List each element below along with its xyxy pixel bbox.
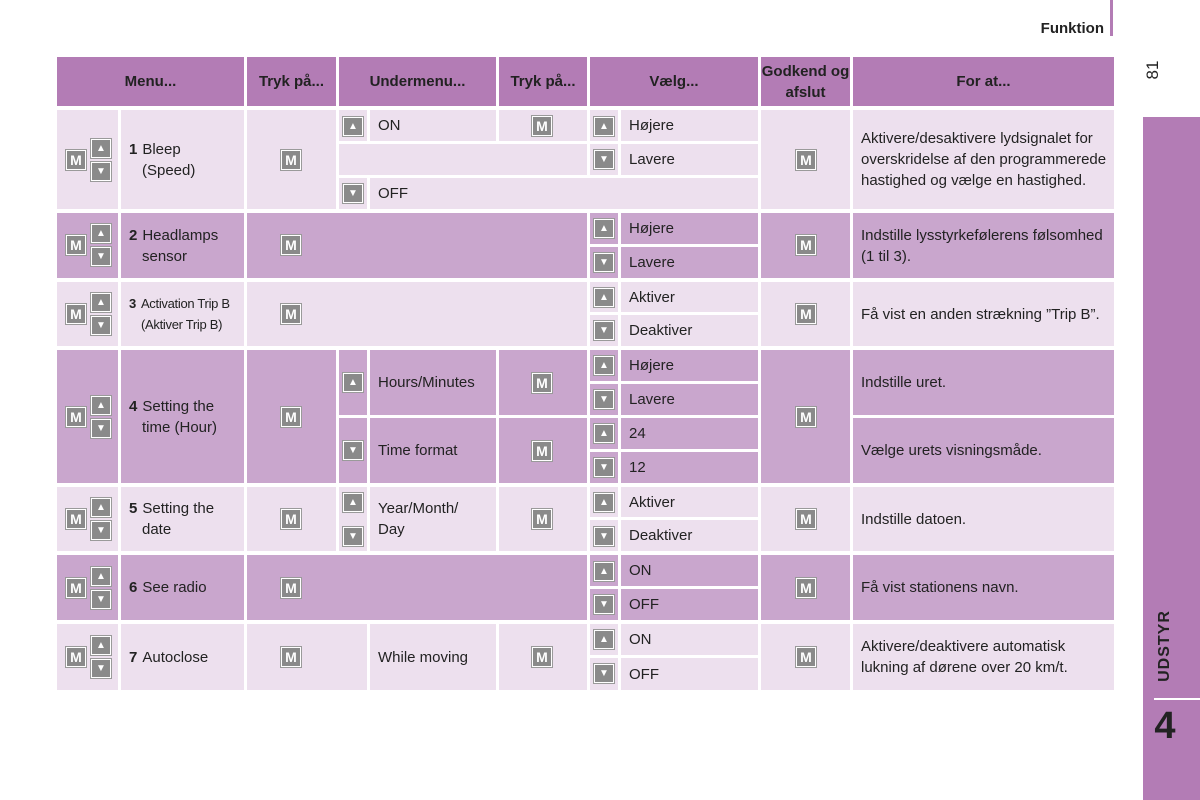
down-arrow-icon: ▼: [594, 664, 614, 683]
header-press-1: Tryk på...: [247, 57, 336, 106]
up-arrow-icon: ▲: [594, 493, 614, 512]
m-button-icon: M: [66, 407, 86, 427]
m-button-icon: M: [796, 578, 816, 598]
row4-choice-1: Højere: [621, 350, 758, 381]
section-title-bar: [1110, 0, 1113, 36]
m-button-icon: M: [796, 304, 816, 324]
m-button-icon: M: [532, 373, 552, 393]
row6-purpose: Få vist stationens navn.: [853, 555, 1114, 620]
row3-choice-1: Aktiver: [621, 282, 758, 312]
row5-choice-1: Aktiver: [621, 487, 758, 517]
m-button-icon: M: [532, 441, 552, 461]
m-button-icon: M: [796, 509, 816, 529]
up-arrow-icon: ▲: [91, 636, 111, 655]
row1-sub-1: ON: [370, 110, 496, 141]
row3-purpose: Få vist en anden strækning ”Trip B”.: [853, 282, 1114, 346]
row7-press: [247, 624, 367, 690]
row2-choice-2: Lavere: [621, 247, 758, 278]
up-arrow-icon: ▲: [594, 288, 614, 307]
up-arrow-icon: ▲: [343, 117, 363, 136]
down-arrow-icon: ▼: [594, 595, 614, 614]
m-button-icon: M: [281, 235, 301, 255]
m-button-icon: M: [66, 235, 86, 255]
down-arrow-icon: ▼: [91, 419, 111, 438]
row1-choice-2: Lavere: [621, 144, 758, 175]
section-title: Funktion: [1040, 20, 1104, 37]
up-arrow-icon: ▲: [594, 117, 614, 136]
down-arrow-icon: ▼: [91, 659, 111, 678]
down-arrow-icon: ▼: [594, 527, 614, 546]
down-arrow-icon: ▼: [91, 316, 111, 335]
down-arrow-icon: ▼: [594, 150, 614, 169]
row7-label: 7 Autoclose: [121, 624, 244, 690]
header-press-2: Tryk på...: [499, 57, 587, 106]
row4-sub-1: Hours/Minutes: [370, 350, 496, 415]
row1-sub-2: [339, 144, 587, 175]
row4-label: 4 Setting the time (Hour): [121, 350, 244, 483]
m-button-icon: M: [66, 647, 86, 667]
row5-sub-1: Year/Month/ Day: [370, 487, 496, 551]
page-number: 81: [1143, 60, 1162, 80]
m-button-icon: M: [532, 116, 552, 136]
row7-sub-1: While moving: [370, 624, 496, 690]
m-button-icon: M: [281, 150, 301, 170]
row4-sub-2: Time format: [370, 418, 496, 483]
m-button-icon: M: [66, 509, 86, 529]
up-arrow-icon: ▲: [594, 219, 614, 238]
row2-label: 2 Headlamps sensor: [121, 213, 244, 278]
down-arrow-icon: ▼: [343, 184, 363, 203]
m-button-icon: M: [796, 235, 816, 255]
header-purpose: For at...: [853, 57, 1114, 106]
up-arrow-icon: ▲: [91, 396, 111, 415]
row6-choice-2: OFF: [621, 589, 758, 620]
down-arrow-icon: ▼: [91, 590, 111, 609]
up-arrow-icon: ▲: [343, 493, 363, 512]
row6-choice-1: ON: [621, 555, 758, 586]
up-arrow-icon: ▲: [594, 356, 614, 375]
up-arrow-icon: ▲: [594, 424, 614, 443]
up-arrow-icon: ▲: [91, 567, 111, 586]
row5-label: 5 Setting the date: [121, 487, 244, 551]
m-button-icon: M: [281, 407, 301, 427]
chapter-side-label: UDSTYR: [1156, 610, 1173, 682]
row3-choice-2: Deaktiver: [621, 315, 758, 346]
row3-label: 3 Activation Trip B (Aktiver Trip B): [121, 282, 244, 346]
row4-choice-2: Lavere: [621, 384, 758, 415]
down-arrow-icon: ▼: [594, 458, 614, 477]
row4-purpose-2: Vælge urets visningsmåde.: [853, 418, 1114, 483]
row5-choice-2: Deaktiver: [621, 520, 758, 551]
m-button-icon: M: [281, 578, 301, 598]
row7-purpose: Aktivere/deaktivere automatisk lukning af dørene over 20 km/t.: [853, 624, 1114, 690]
chapter-number: 4: [1154, 705, 1176, 747]
m-button-icon: M: [66, 150, 86, 170]
row2-choice-1: Højere: [621, 213, 758, 244]
up-arrow-icon: ▲: [594, 562, 614, 581]
m-button-icon: M: [66, 578, 86, 598]
row7-choice-2: OFF: [621, 658, 758, 690]
row4-purpose-1: Indstille uret.: [853, 350, 1114, 415]
m-button-icon: M: [281, 304, 301, 324]
up-arrow-icon: ▲: [91, 224, 111, 243]
row1-choice-1: Højere: [621, 110, 758, 141]
header-select: Vælg...: [590, 57, 758, 106]
row7-choice-1: ON: [621, 624, 758, 655]
down-arrow-icon: ▼: [343, 527, 363, 546]
down-arrow-icon: ▼: [594, 253, 614, 272]
row1-label: 1 Bleep (Speed): [121, 110, 244, 209]
up-arrow-icon: ▲: [91, 498, 111, 517]
down-arrow-icon: ▼: [343, 441, 363, 460]
up-arrow-icon: ▲: [594, 630, 614, 649]
header-confirm: Godkend og afslut: [761, 57, 850, 106]
up-arrow-icon: ▲: [343, 373, 363, 392]
m-button-icon: M: [532, 509, 552, 529]
row1-purpose: Aktivere/desaktivere lydsignalet for overskridelse af den programmerede hastighed og vælge en hastighed.: [853, 110, 1114, 209]
m-button-icon: M: [281, 509, 301, 529]
header-menu: Menu...: [57, 57, 244, 106]
chapter-divider: [1154, 698, 1200, 700]
up-arrow-icon: ▲: [91, 293, 111, 312]
m-button-icon: M: [66, 304, 86, 324]
down-arrow-icon: ▼: [91, 247, 111, 266]
up-arrow-icon: ▲: [91, 139, 111, 158]
row5-purpose: Indstille datoen.: [853, 487, 1114, 551]
down-arrow-icon: ▼: [594, 321, 614, 340]
row4-choice-3: 24: [621, 418, 758, 449]
row6-label: 6 See radio: [121, 555, 244, 620]
m-button-icon: M: [281, 647, 301, 667]
header-submenu: Undermenu...: [339, 57, 496, 106]
row2-purpose: Indstille lysstyrkefølerens følsomhed (1 til 3).: [853, 213, 1114, 278]
down-arrow-icon: ▼: [91, 521, 111, 540]
m-button-icon: M: [796, 407, 816, 427]
row1-sub-3: OFF: [370, 178, 758, 209]
down-arrow-icon: ▼: [91, 162, 111, 181]
m-button-icon: M: [796, 150, 816, 170]
down-arrow-icon: ▼: [594, 390, 614, 409]
m-button-icon: M: [796, 647, 816, 667]
m-button-icon: M: [532, 647, 552, 667]
row4-choice-4: 12: [621, 452, 758, 483]
